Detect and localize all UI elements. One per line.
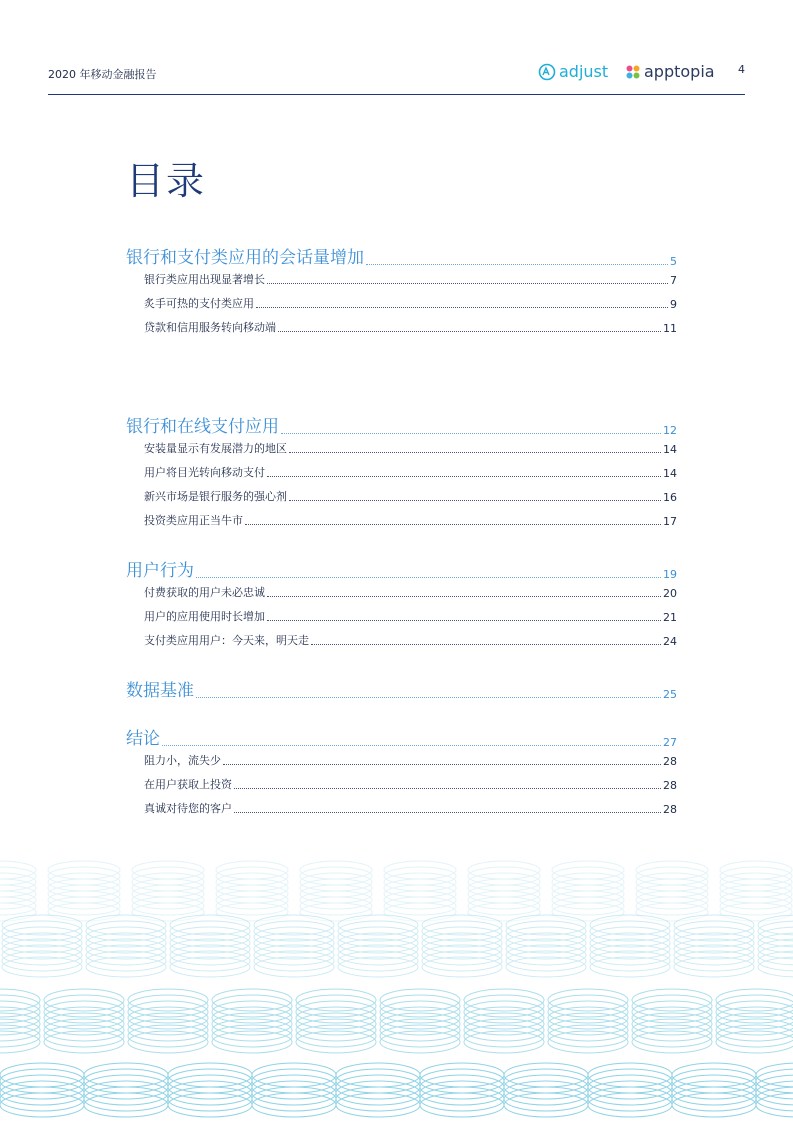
- toc-heading: 目录: [126, 159, 207, 203]
- toc-entry-label: 用户行为: [126, 561, 194, 581]
- toc-entry-label: 安装量显示有发展潜力的地区: [144, 442, 287, 455]
- toc-entry[interactable]: [144, 440, 677, 456]
- toc-entry-label: 新兴市场是银行服务的强心剂: [144, 490, 287, 503]
- toc-entry-label: 结论: [126, 729, 160, 749]
- report-title: 2020 年移动金融报告: [48, 68, 157, 81]
- toc-entry-page: 27: [663, 736, 677, 749]
- toc-entry-page: 9: [670, 298, 677, 311]
- toc-entry[interactable]: [144, 488, 677, 504]
- toc-entry[interactable]: [126, 676, 677, 701]
- toc-entry[interactable]: [144, 512, 677, 528]
- toc-entry-page: 17: [663, 515, 677, 528]
- apptopia-logo-text: apptopia: [644, 62, 715, 81]
- toc-dot-leader: [267, 476, 661, 477]
- toc-entry-page: 28: [663, 779, 677, 792]
- toc-dot-leader: [289, 452, 661, 453]
- adjust-logo: [538, 62, 608, 81]
- page-header: [48, 60, 745, 95]
- toc-dot-leader: [256, 307, 668, 308]
- toc-dot-leader: [366, 264, 668, 265]
- toc-entry[interactable]: [126, 724, 677, 749]
- toc-entry-page: 20: [663, 587, 677, 600]
- toc-entry-page: 16: [663, 491, 677, 504]
- toc-entry-label: 数据基准: [126, 681, 194, 701]
- toc-entry[interactable]: [144, 464, 677, 480]
- toc-entry-page: 5: [670, 255, 677, 268]
- toc-entry[interactable]: [144, 800, 677, 816]
- toc-entry[interactable]: [144, 319, 677, 335]
- toc-entry-label: 银行类应用出现显著增长: [144, 273, 265, 286]
- toc-entry[interactable]: [144, 271, 677, 287]
- toc-entry-page: 25: [663, 688, 677, 701]
- toc-entry-label: 投资类应用正当牛市: [144, 514, 243, 527]
- toc-entry[interactable]: [144, 584, 677, 600]
- page-number: 4: [738, 63, 745, 76]
- toc-entry-label: 支付类应用用户：今天来，明天走: [144, 634, 309, 647]
- apptopia-logo: [626, 62, 715, 81]
- adjust-logo-icon: [538, 63, 556, 81]
- toc-entry-label: 阻力小，流失少: [144, 754, 221, 767]
- toc-dot-leader: [196, 697, 661, 698]
- adjust-logo-text: adjust: [559, 62, 609, 81]
- toc-dot-leader: [196, 577, 661, 578]
- toc-dot-leader: [267, 596, 661, 597]
- toc-dot-leader: [234, 788, 661, 789]
- toc-dot-leader: [311, 644, 661, 645]
- toc-entry[interactable]: [144, 752, 677, 768]
- toc-entry-page: 14: [663, 443, 677, 456]
- toc-entry[interactable]: [144, 608, 677, 624]
- toc-entry-page: 11: [663, 322, 677, 335]
- toc-dot-leader: [289, 500, 661, 501]
- toc-dot-leader: [245, 524, 661, 525]
- toc-dot-leader: [162, 745, 661, 746]
- toc-entry-page: 28: [663, 803, 677, 816]
- toc-entry[interactable]: [126, 243, 677, 268]
- toc-entry-label: 在用户获取上投资: [144, 778, 232, 791]
- toc-entry-label: 付费获取的用户未必忠诚: [144, 586, 265, 599]
- toc-entry-label: 银行和支付类应用的会话量增加: [126, 248, 364, 268]
- toc-entry-page: 24: [663, 635, 677, 648]
- toc-entry-label: 炙手可热的支付类应用: [144, 297, 254, 310]
- toc-entry-page: 21: [663, 611, 677, 624]
- toc-dot-leader: [281, 433, 661, 434]
- toc-dot-leader: [267, 283, 668, 284]
- toc-entry-page: 14: [663, 467, 677, 480]
- toc-entry-label: 用户的应用使用时长增加: [144, 610, 265, 623]
- toc-dot-leader: [234, 812, 661, 813]
- coin-stack-background: [0, 830, 793, 1122]
- toc-dot-leader: [267, 620, 661, 621]
- toc-entry[interactable]: [144, 776, 677, 792]
- toc-dot-leader: [223, 764, 661, 765]
- toc-entry-page: 19: [663, 568, 677, 581]
- toc-entry-label: 银行和在线支付应用: [126, 417, 279, 437]
- toc-entry-label: 贷款和信用服务转向移动端: [144, 321, 276, 334]
- toc-entry[interactable]: [144, 632, 677, 648]
- apptopia-logo-icon: [626, 65, 640, 79]
- toc-entry-page: 28: [663, 755, 677, 768]
- toc-entry[interactable]: [126, 412, 677, 437]
- toc-entry-page: 12: [663, 424, 677, 437]
- toc-entry-label: 真诚对待您的客户: [144, 802, 232, 815]
- toc-entry-label: 用户将目光转向移动支付: [144, 466, 265, 479]
- toc-entry[interactable]: [126, 556, 677, 581]
- toc-entry[interactable]: [144, 295, 677, 311]
- toc-entry-page: 7: [670, 274, 677, 287]
- toc-dot-leader: [278, 331, 661, 332]
